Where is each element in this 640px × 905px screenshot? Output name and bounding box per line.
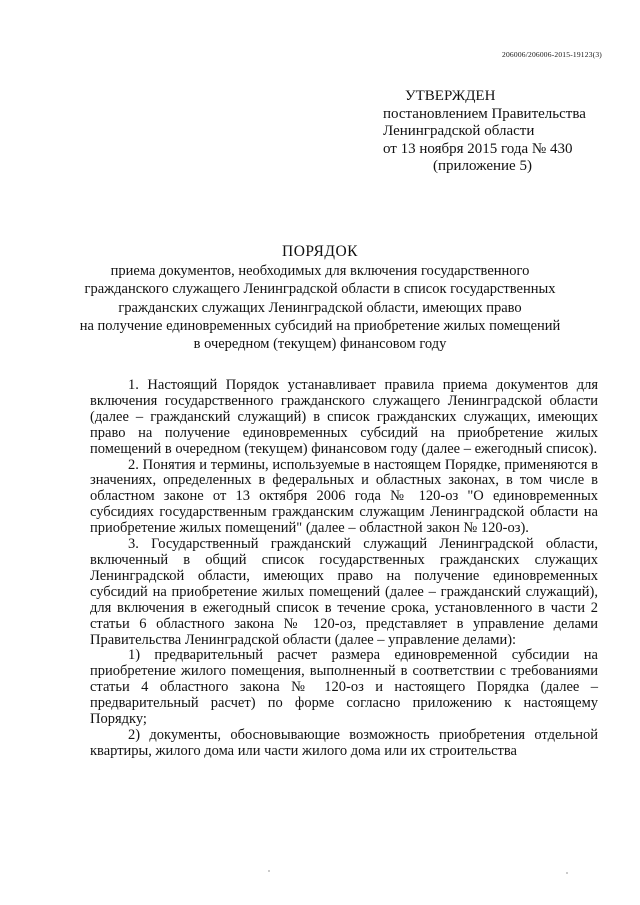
document-title: ПОРЯДОК <box>282 243 358 260</box>
approval-line: постановлением Правительства <box>383 105 586 122</box>
scan-speck <box>268 870 270 872</box>
subtitle-line: гражданского служащего Ленинградской области в список государственных <box>84 281 556 298</box>
subtitle-line: гражданских служащих Ленинградской области, имеющих право <box>118 299 522 316</box>
approval-appendix: (приложение 5) <box>433 158 532 174</box>
document-body <box>90 378 598 760</box>
approval-stamp <box>383 88 586 176</box>
list-item: 1) предварительный расчет размера единовременной субсидии на приобретение жилого помещения, выполненный в соответствии с требованиями статьи 4 областного закона № 120-оз и настоящего Порядка (далее – предварительный расчет) по форме согласно приложению к настоящему Порядку; <box>90 647 598 728</box>
subtitle-line: в очередном (текущем) финансовом году <box>193 336 447 353</box>
paragraph: 1. Настоящий Порядок устанавливает правила приема документов для включения государственного гражданского служащего Ленинградской области (далее – гражданский служащий) в список гражданских служащих, имеющих право на получение единовременных субсидий на приобретение жилых помещений в очередном (текущем) финансовом году (далее – ежегодный список). <box>90 377 598 457</box>
scan-speck <box>566 872 568 874</box>
subtitle-line: приема документов, необходимых для включения государственного <box>110 263 530 279</box>
paragraph: 3. Государственный гражданский служащий Ленинградской области, включенный в общий список государственных гражданских служащих Ленинградской области, имеющих право на получение единовременных субсидий на приобретение жилых помещений (далее – гражданский служащий), для включения в ежегодный список в течение срока, установленного в части 2 статьи 6 областного закона № 120-оз, представляет в управление делами Правительства Ленинградской области (далее – управление делами): <box>90 536 598 648</box>
paragraph: 2. Понятия и термины, используемые в настоящем Порядке, применяются в значениях, определенных в федеральных и областных законах, в том числе в областном законе от 13 октября 2006 года № 120-оз "О единовременных субсидиях государственным гражданским служащим Ленинградской области на приобретение жилых помещений" (далее – областной закон № 120-оз). <box>90 456 598 537</box>
approval-line: Ленинградской области <box>383 123 535 139</box>
list-item: 2) документы, обосновывающие возможность приобретения отдельной квартиры, жилого дома или части жилого дома или их строительства <box>90 726 598 759</box>
approval-title: УТВЕРЖДЕН <box>405 88 496 104</box>
subtitle-line: на получение единовременных субсидий на приобретение жилых помещений <box>79 317 561 334</box>
document-subtitle <box>0 262 640 353</box>
document-id: 206006/206006-2015-19123(3) <box>502 50 602 59</box>
approval-date: от 13 ноября 2015 года № 430 <box>383 140 573 157</box>
